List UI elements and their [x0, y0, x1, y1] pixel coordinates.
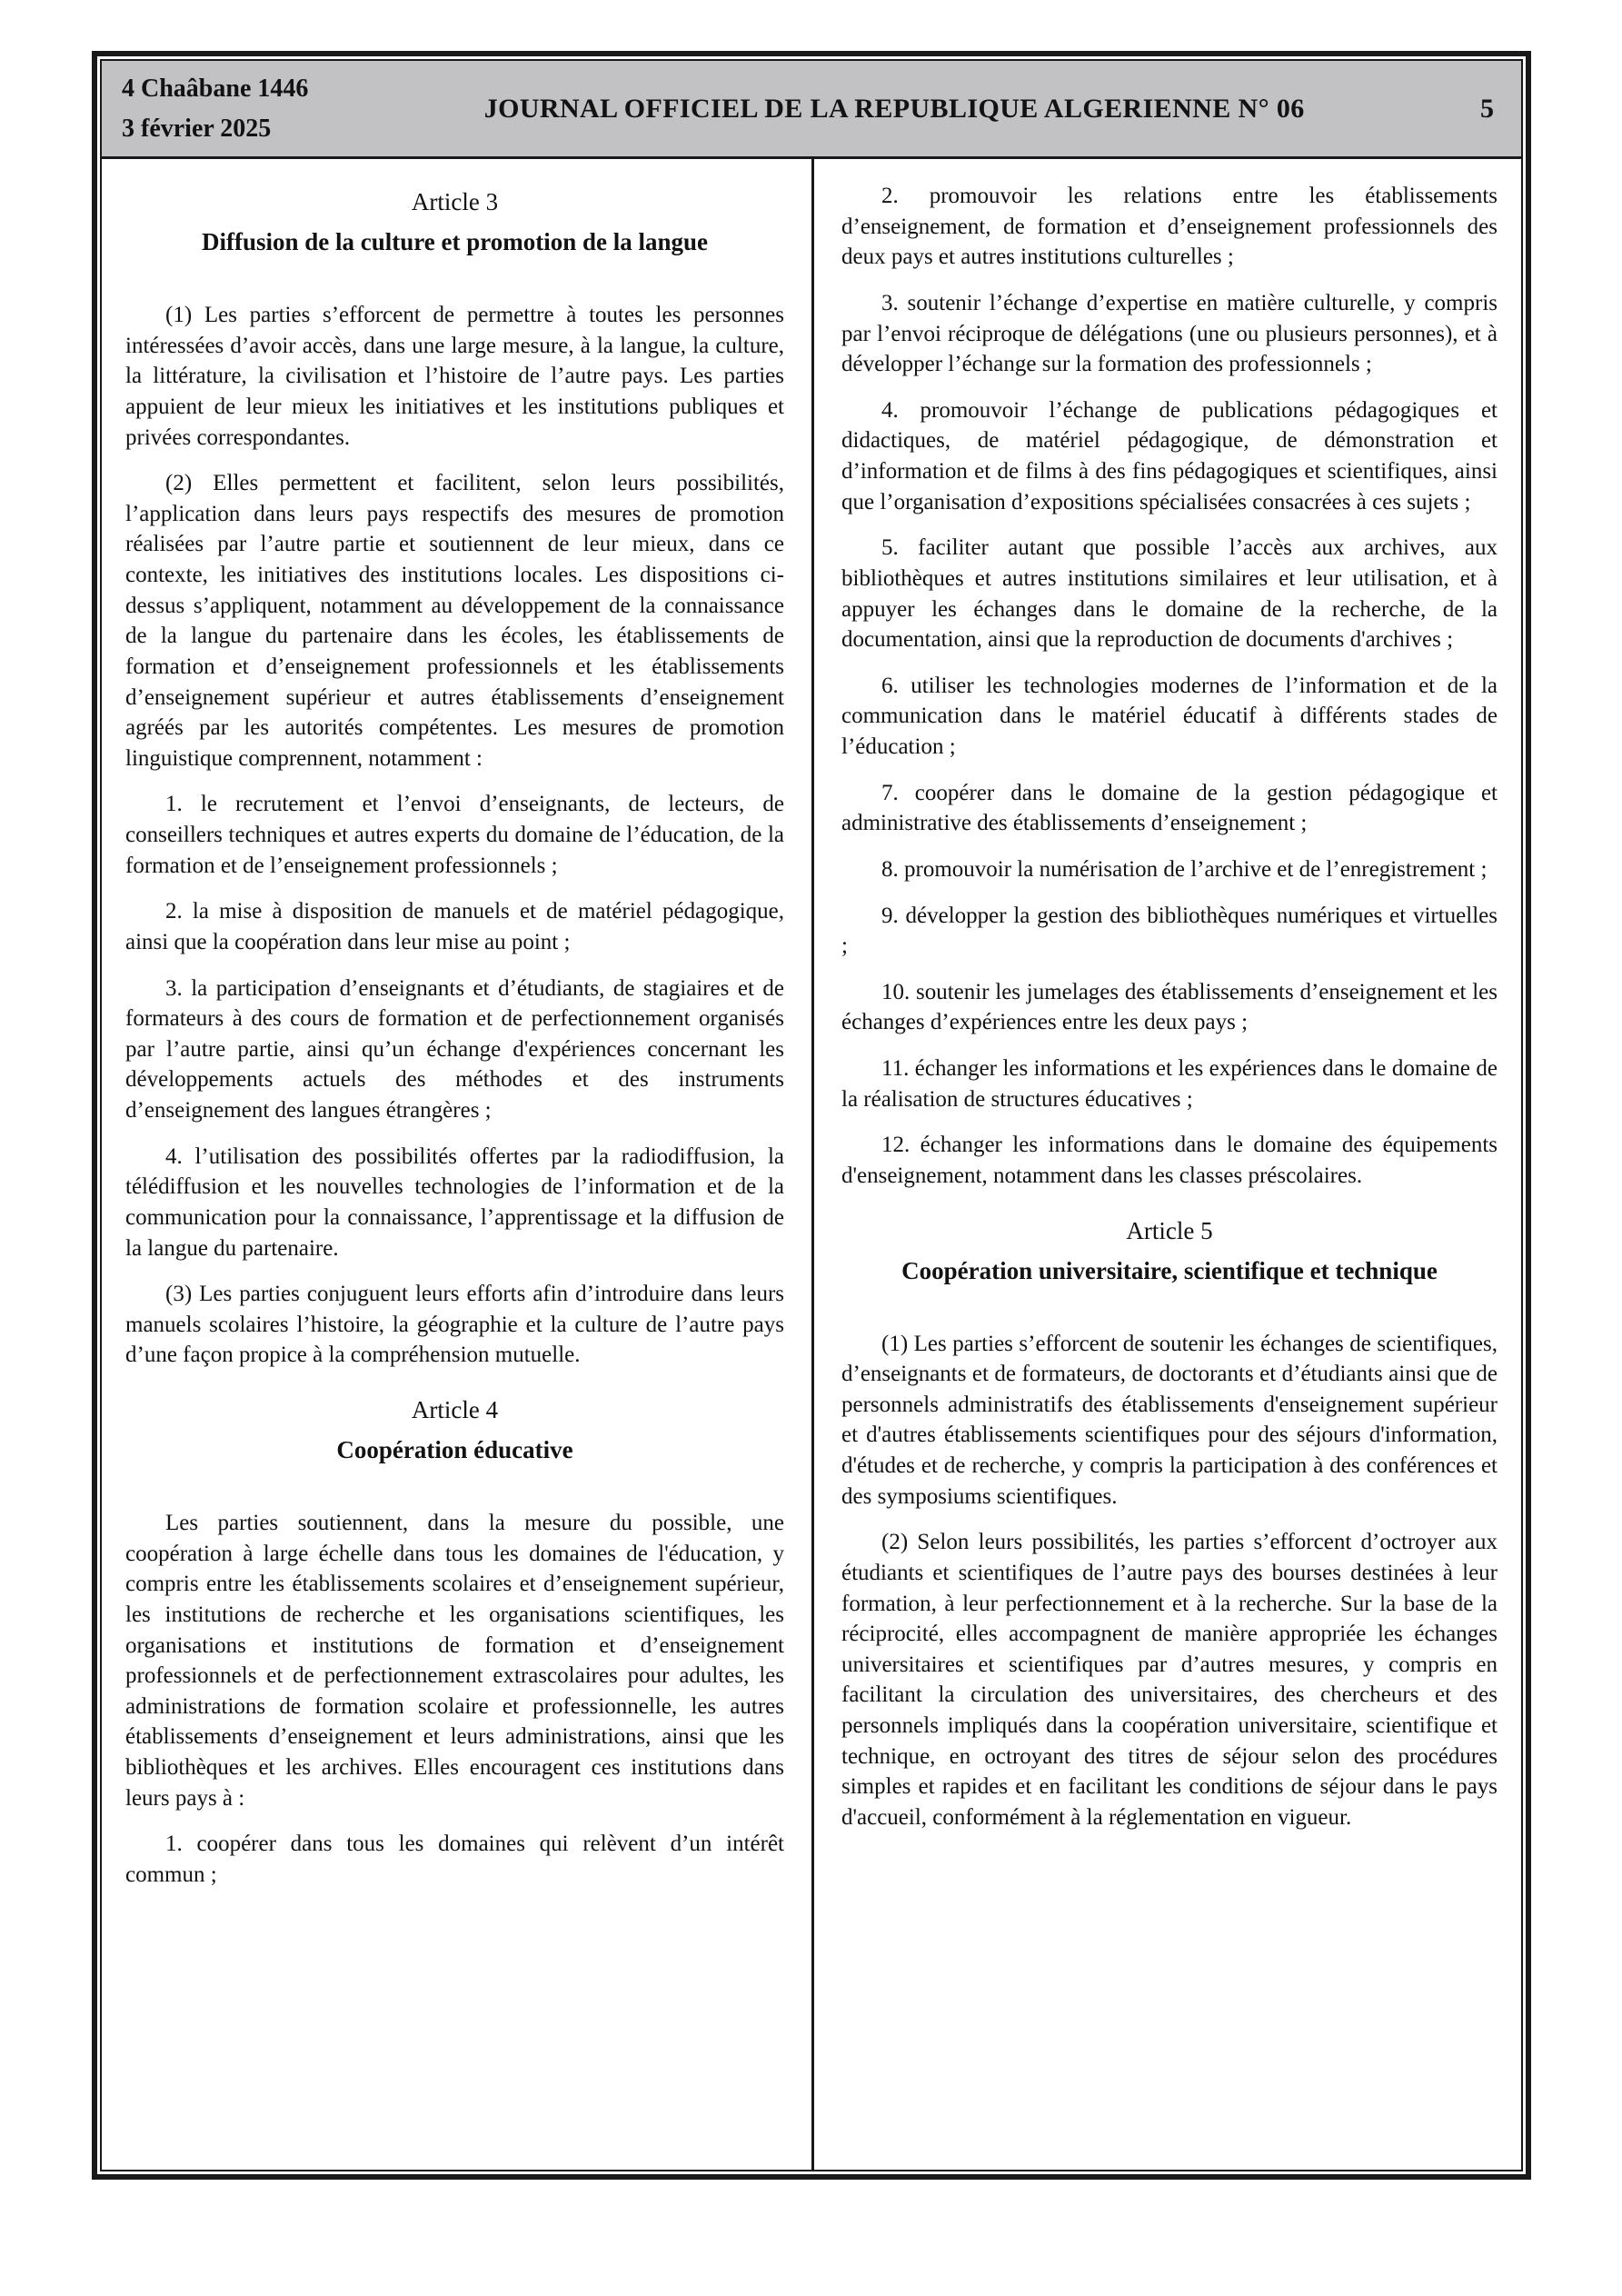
paragraph: 8. promouvoir la numérisation de l’archive et de l’enregistrement ; — [881, 856, 1488, 882]
paragraph: 4. promouvoir l’échange de publications pédagogiques et didactiques, de matériel pédagogique, de démonstration et d’information et de films à des fins pédagogiques et scientifiques, ainsi que l’organisation d’expositions spécialisées consacrées à ces sujets ; — [841, 397, 1498, 514]
header-date-hijri: 4 Chaâbane 1446 — [122, 75, 309, 104]
header-date-gregorian: 3 février 2025 — [122, 114, 272, 143]
article-number: Article 4 — [411, 1396, 499, 1423]
paragraph: 10. soutenir les jumelages des établissements d’enseignement et les échanges d’expériences entre les deux pays ; — [841, 979, 1498, 1035]
paragraph: (2) Elles permettent et facilitent, selon leurs possibilités, l’application dans leurs pays respectifs des mesures de promotion réalisées par l’autre partie et soutiennent de leur mieux, dans ce contexte, les initiatives des institutions locales. Les dispositions ci-dessus s’appliquent, notamment au développement de la connaissance de la langue du partenaire dans les écoles, les établissements de formation et d’enseignement professionnels et les établissements d’enseignement supérieur et autres établissements d’enseignement agréés par les autorités compétentes. Les mesures de promotion linguistique comprennent, notamment : — [125, 471, 784, 771]
paragraph: 6. utiliser les technologies modernes de l’information et de la communication dans le matériel éducatif à différents stades de l’éducation ; — [841, 673, 1498, 759]
paragraph: 9. développer la gestion des bibliothèques numériques et virtuelles ; — [841, 903, 1498, 959]
paragraph: 5. faciliter autant que possible l’accès aux archives, aux bibliothèques et autres institutions similaires et leur utilisation, et à appuyer les échanges dans le domaine de la recherche, de la documentation, ainsi que la reproduction de documents d'archives ; — [841, 535, 1498, 653]
paragraph: (2) Selon leurs possibilités, les parties s’efforcent d’octroyer aux étudiants et scientifiques de l’autre pays des bourses destinées à leur formation, à leur perfectionnement et à la recherche. Sur la base de la réciprocité, elles accompagnent de manière appropriée les échanges universitaires et scientifiques par d’autres mesures, y compris en facilitant la circulation des universitaires, des chercheurs et des personnels impliqués dans la coopération universitaire, scientifique et technique, en octroyant des titres de séjour selon des procédures simples et rapides et en facilitant les conditions de séjour dans le pays d'accueil, conformément à la réglementation en vigueur. — [841, 1530, 1498, 1830]
article-number: Article 5 — [1126, 1216, 1213, 1244]
paragraph: (1) Les parties s’efforcent de permettre à toutes les personnes intéressées d’avoir accès, dans une large mesure, à la langue, la culture, la littérature, la civilisation et l’histoire de l’autre pays. Les parties appuient de leur mieux les initiatives et les institutions publiques et privées correspondantes. — [125, 303, 784, 450]
paragraph: 4. l’utilisation des possibilités offertes par la radiodiffusion, la télédiffusion et les nouvelles technologies de l’information et de la communication pour la connaissance, l’apprentissage et la diffusion de la langue du partenaire. — [125, 1143, 784, 1261]
header-dates — [122, 69, 308, 148]
paragraph: 1. coopérer dans tous les domaines qui relèvent d’un intérêt commun ; — [125, 1832, 784, 1887]
journal-title: JOURNAL OFFICIEL DE LA REPUBLIQUE ALGERIENNE N° 06 — [483, 93, 1305, 124]
right-column — [811, 159, 1521, 2170]
article-title: Coopération éducative — [336, 1436, 573, 1463]
paragraph: 2. la mise à disposition de manuels et de matériel pédagogique, ainsi que la coopération dans leur mise au point ; — [125, 899, 784, 954]
paragraph: 12. échanger les informations dans le domaine des équipements d'enseignement, notamment dans les classes préscolaires. — [841, 1133, 1498, 1188]
page-body — [102, 159, 1521, 2170]
article-title: Diffusion de la culture et promotion de la langue — [201, 228, 709, 255]
paragraph: Les parties soutiennent, dans la mesure du possible, une coopération à large échelle dans tous les domaines de l'éducation, y compris entre les établissements scolaires et d’enseignement supérieur, les institutions de recherche et les organisations scientifiques, les organisations et institutions de formation et d’enseignement professionnels et de perfectionnement extrascolaires pour adultes, les administrations de formation scolaire et professionnelle, les autres établissements d’enseignement et leurs administrations, ainsi que les bibliothèques et les archives. Elles encouragent ces institutions dans leurs pays à : — [125, 1511, 784, 1811]
page-number: 5 — [1480, 93, 1494, 124]
paragraph: 3. la participation d’enseignants et d’étudiants, de stagiaires et de formateurs à des cours de formation et de perfectionnement organisés par l’autre partie, ainsi qu’un échange d'expériences concernant les développements actuels des méthodes et des instruments d’enseignement des langues étrangères ; — [125, 975, 784, 1123]
paragraph: 7. coopérer dans le domaine de la gestion pédagogique et administrative des établissements d’enseignement ; — [841, 780, 1498, 836]
left-column — [102, 159, 811, 2170]
paragraph: 1. le recrutement et l’envoi d’enseignants, de lecteurs, de conseillers techniques et autres experts du domaine de l’éducation, de la formation et de l’enseignement professionnels ; — [125, 792, 784, 878]
paragraph: (3) Les parties conjuguent leurs efforts afin d’introduire dans leurs manuels scolaires l’histoire, la géographie et la culture de l’autre pays d’une façon propice à la compréhension mutuelle. — [125, 1282, 784, 1368]
article-number: Article 3 — [411, 188, 499, 215]
page-header — [102, 61, 1521, 159]
paragraph: 2. promouvoir les relations entre les établissements d’enseignement, de formation et d’enseignement professionnels des deux pays et autres institutions culturelles ; — [841, 184, 1498, 270]
page-frame — [100, 59, 1523, 2171]
article-title: Coopération universitaire, scientifique et technique — [901, 1256, 1438, 1284]
journal-page — [92, 51, 1531, 2180]
paragraph: 11. échanger les informations et les expériences dans le domaine de la réalisation de structures éducatives ; — [841, 1056, 1498, 1112]
paragraph: 3. soutenir l’échange d’expertise en matière culturelle, y compris par l’envoi réciproque de délégations (une ou plusieurs personnes), et à développer l’échange sur la formation des professionnels ; — [841, 290, 1498, 377]
paragraph: (1) Les parties s’efforcent de soutenir les échanges de scientifiques, d’enseignants et de formateurs, de doctorants et d’étudiants ainsi que de personnels administratifs des établissements d'enseignement supérieur et d'autres établissements scientifiques pour des séjours d'information, d'études et de recherche, y compris la participation à des conférences et des symposiums scientifiques. — [841, 1331, 1498, 1509]
